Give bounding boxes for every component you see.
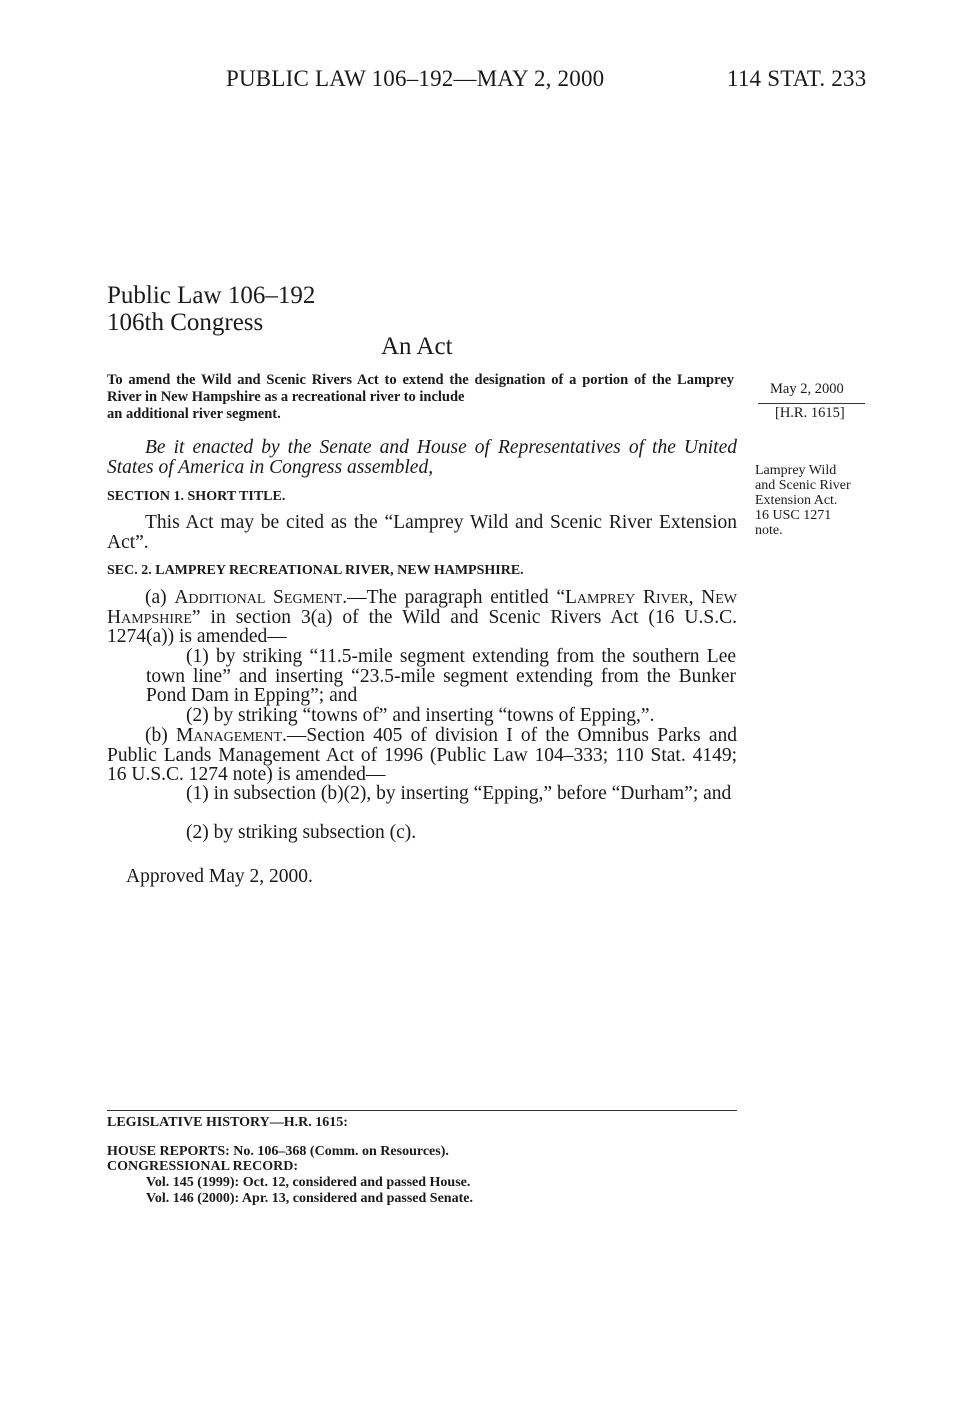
law-number: Public Law 106–192 bbox=[107, 282, 316, 309]
margin-usc-1: 16 USC 1271 bbox=[755, 508, 832, 523]
paragraph-a2: (2) by striking “towns of” and inserting “towns of Epping,”. bbox=[186, 705, 655, 726]
subsection-a-label: (a) bbox=[145, 587, 175, 608]
subsection-a-text-2: ” in section 3(a) of the Wild and Scenic Rivers Act (16 U.S.C. 1274(a)) is amended— bbox=[107, 606, 737, 647]
margin-short-title-2: and Scenic River bbox=[755, 478, 851, 493]
margin-usc-2: note. bbox=[755, 523, 783, 538]
subsection-a bbox=[107, 588, 737, 647]
subsection-b-heading: Management bbox=[176, 725, 282, 746]
subsection-a-heading: Additional Segment bbox=[174, 587, 343, 608]
subsection-a-caps: Lamprey River, New Hampshire bbox=[107, 587, 737, 628]
section-1-text: This Act may be cited as the “Lamprey Wild and Scenic River Extension Act”. bbox=[107, 512, 737, 553]
section-1-heading: SECTION 1. SHORT TITLE. bbox=[107, 489, 286, 504]
paragraph-b1: (1) in subsection (b)(2), by inserting “Epping,” before “Durham”; and bbox=[186, 783, 732, 804]
paragraph-a1: (1) by striking “11.5-mile segment extending from the southern Lee town line” and inserting “23.5-mile segment extending from the Bunker Pond Dam in Epping”; and bbox=[146, 646, 736, 706]
approval-line: Approved May 2, 2000. bbox=[126, 866, 313, 887]
legislative-history-rule bbox=[107, 1110, 737, 1111]
subsection-b-text: .—Section 405 of division I of the Omnibus Parks and Public Lands Management Act of 1996 (Public Law 104–333; 110 Stat. 4149; 16 U.S.C. 1274 note) is amended— bbox=[107, 725, 737, 785]
purpose-line-1: To amend the Wild and Scenic Rivers Act to extend the designation of a portion bbox=[107, 372, 629, 388]
enacting-clause: Be it enacted by the Senate and House of Representatives of the United States of America in Congress assembled, bbox=[107, 437, 737, 478]
subsection-b bbox=[107, 726, 737, 785]
margin-note bbox=[755, 463, 885, 538]
margin-short-title-3: Extension Act. bbox=[755, 493, 838, 508]
house-reports: HOUSE REPORTS: No. 106–368 (Comm. on Resources). bbox=[107, 1144, 449, 1159]
bill-number: [H.R. 1615] bbox=[775, 405, 845, 421]
record-vol-146: Vol. 146 (2000): Apr. 13, considered and passed Senate. bbox=[146, 1191, 473, 1206]
purpose-statement bbox=[107, 372, 734, 423]
purpose-line-2: of the Lamprey River in New Hampshire as a recreational river to include bbox=[107, 372, 734, 405]
sidebar-divider bbox=[758, 403, 865, 404]
congress-number: 106th Congress bbox=[107, 309, 264, 336]
act-heading: An Act bbox=[381, 333, 453, 360]
page-stat-number: 114 STAT. 233 bbox=[727, 66, 867, 91]
purpose-line-3: an additional river segment. bbox=[107, 406, 281, 422]
paragraph-b2: (2) by striking subsection (c). bbox=[186, 822, 417, 843]
enactment-date: May 2, 2000 bbox=[770, 381, 844, 397]
legislative-history-title: LEGISLATIVE HISTORY—H.R. 1615: bbox=[107, 1115, 348, 1130]
subsection-a-text-1: .—The paragraph entitled “ bbox=[342, 587, 566, 608]
congressional-record: CONGRESSIONAL RECORD: bbox=[107, 1159, 298, 1174]
section-2-heading: SEC. 2. LAMPREY RECREATIONAL RIVER, NEW HAMPSHIRE. bbox=[107, 563, 524, 578]
margin-short-title-1: Lamprey Wild bbox=[755, 463, 837, 478]
running-header-title: PUBLIC LAW 106–192—MAY 2, 2000 bbox=[226, 66, 605, 91]
subsection-b-label: (b) bbox=[145, 725, 176, 746]
record-vol-145: Vol. 145 (1999): Oct. 12, considered and passed House. bbox=[146, 1175, 471, 1190]
